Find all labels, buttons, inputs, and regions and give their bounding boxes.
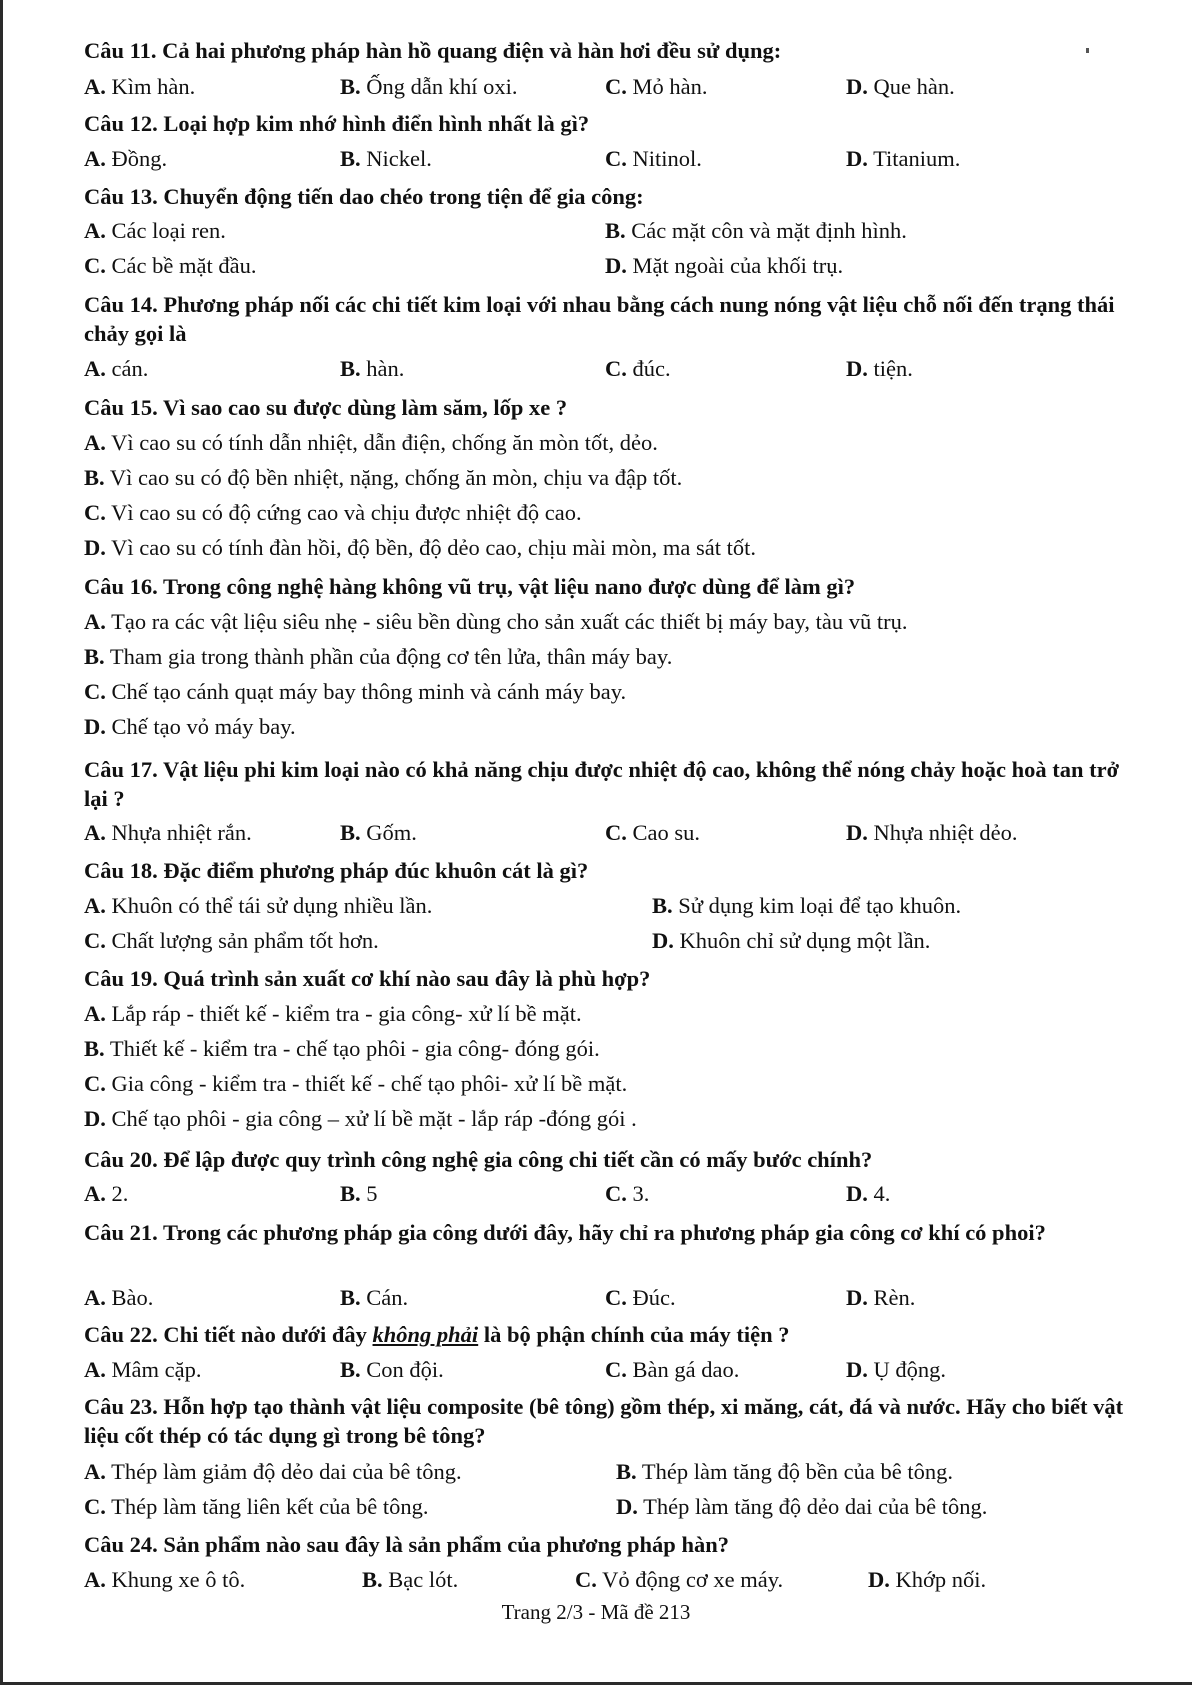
q24-option-d: D. Khớp nối. [868, 1567, 987, 1592]
q20-option-d: D. 4. [846, 1181, 891, 1206]
q21-option-d: D. Rèn. [846, 1285, 916, 1310]
q14-option-d: D. tiện. [846, 356, 913, 381]
q12-option-b: B. Nickel. [340, 146, 432, 171]
q11-option-d: D. Que hàn. [846, 74, 955, 99]
emphasis-not: không phải [372, 1322, 479, 1347]
q16-option-d: D. Chế tạo vỏ máy bay. [84, 714, 296, 739]
q22-option-a: A. Mâm cặp. [84, 1357, 202, 1382]
question-20: Câu 20. Để lập được quy trình công nghệ gia công chi tiết cần có mấy bước chính? [84, 1147, 873, 1172]
q17-option-a: A. Nhựa nhiệt rắn. [84, 820, 252, 845]
scan-edge-left [0, 0, 3, 1685]
question-18: Câu 18. Đặc điểm phương pháp đúc khuôn cát là gì? [84, 858, 589, 883]
q22-option-d: D. Ụ động. [846, 1357, 946, 1382]
q22-option-c: C. Bàn gá dao. [605, 1357, 740, 1382]
page-footer: Trang 2/3 - Mã đề 213 [501, 1600, 691, 1624]
question-17: Câu 17. Vật liệu phi kim loại nào có khả năng chịu được nhiệt độ cao, không thể nóng chảy hoặc hoà tan trở lại ? [84, 757, 1120, 811]
question-13: Câu 13. Chuyển động tiến dao chéo trong tiện để gia công: [84, 184, 644, 209]
q21-option-b: B. Cán. [340, 1285, 409, 1310]
q23-option-a: A. Thép làm giảm độ dẻo dai của bê tông. [84, 1459, 462, 1484]
question-15: Câu 15. Vì sao cao su được dùng làm săm, lốp xe ? [84, 395, 568, 420]
q17-option-c: C. Cao su. [605, 820, 700, 845]
q23-option-c: C. Thép làm tăng liên kết của bê tông. [84, 1494, 429, 1519]
q14-option-b: B. hàn. [340, 356, 405, 381]
q13-option-a: A. Các loại ren. [84, 218, 226, 243]
q16-option-b: B. Tham gia trong thành phần của động cơ tên lửa, thân máy bay. [84, 644, 673, 669]
question-22: Câu 22. Chi tiết nào dưới đây không phải là bộ phận chính của máy tiện ? [84, 1322, 790, 1347]
q22-option-b: B. Con đội. [340, 1357, 444, 1382]
q24-option-a: A. Khung xe ô tô. [84, 1567, 246, 1592]
question-19: Câu 19. Quá trình sản xuất cơ khí nào sau đây là phù hợp? [84, 966, 651, 991]
q17-option-b: B. Gốm. [340, 820, 417, 845]
q19-option-b: B. Thiết kế - kiểm tra - chế tạo phôi - gia công- đóng gói. [84, 1036, 600, 1061]
q11-option-b: B. Ống dẫn khí oxi. [340, 74, 518, 99]
q15-option-d: D. Vì cao su có tính đàn hồi, độ bền, độ dẻo cao, chịu mài mòn, ma sát tốt. [84, 535, 756, 560]
q19-option-a: A. Lắp ráp - thiết kế - kiểm tra - gia công- xử lí bề mặt. [84, 1001, 582, 1026]
q13-option-d: D. Mặt ngoài của khối trụ. [605, 253, 844, 278]
q16-option-a: A. Tạo ra các vật liệu siêu nhẹ - siêu bền dùng cho sản xuất các thiết bị máy bay, tàu vũ trụ. [84, 609, 908, 634]
q21-option-c: C. Đúc. [605, 1285, 676, 1310]
q12-option-d: D. Titanium. [846, 146, 961, 171]
question-11: Câu 11. Cả hai phương pháp hàn hồ quang điện và hàn hơi đều sử dụng: [84, 38, 782, 63]
q20-option-b: B. 5 [340, 1181, 378, 1206]
q17-option-d: D. Nhựa nhiệt dẻo. [846, 820, 1018, 845]
question-12: Câu 12. Loại hợp kim nhớ hình điển hình nhất là gì? [84, 111, 590, 136]
q15-option-b: B. Vì cao su có độ bền nhiệt, nặng, chống ăn mòn, chịu va đập tốt. [84, 465, 683, 490]
q12-option-a: A. Đồng. [84, 146, 168, 171]
q24-option-b: B. Bạc lót. [362, 1567, 459, 1592]
q15-option-c: C. Vì cao su có độ cứng cao và chịu được nhiệt độ cao. [84, 500, 582, 525]
question-23: Câu 23. Hỗn hợp tạo thành vật liệu composite (bê tông) gồm thép, xi măng, cát, đá và nước. Hãy cho biết vật liệu cốt thép có tác dụng gì trong bê tông? [84, 1394, 1124, 1448]
q23-option-b: B. Thép làm tăng độ bền của bê tông. [616, 1459, 954, 1484]
q20-option-c: C. 3. [605, 1181, 650, 1206]
q24-option-c: C. Vỏ động cơ xe máy. [575, 1567, 784, 1592]
q11-option-c: C. Mỏ hàn. [605, 74, 708, 99]
q14-option-a: A. cán. [84, 356, 149, 381]
q23-option-d: D. Thép làm tăng độ dẻo dai của bê tông. [616, 1494, 988, 1519]
q19-option-d: D. Chế tạo phôi - gia công – xử lí bề mặt - lắp ráp -đóng gói . [84, 1106, 637, 1131]
q11-option-a: A. Kìm hàn. [84, 74, 196, 99]
question-16: Câu 16. Trong công nghệ hàng không vũ trụ, vật liệu nano được dùng để làm gì? [84, 574, 856, 599]
q21-option-a: A. Bào. [84, 1285, 154, 1310]
q19-option-c: C. Gia công - kiểm tra - thiết kế - chế tạo phôi- xử lí bề mặt. [84, 1071, 628, 1096]
q14-option-c: C. đúc. [605, 356, 671, 381]
q18-option-c: C. Chất lượng sản phẩm tốt hơn. [84, 928, 379, 953]
question-21: Câu 21. Trong các phương pháp gia công dưới đây, hãy chỉ ra phương pháp gia công cơ khí có phoi? [84, 1220, 1046, 1245]
q13-option-c: C. Các bề mặt đầu. [84, 253, 257, 278]
question-24: Câu 24. Sản phẩm nào sau đây là sản phẩm của phương pháp hàn? [84, 1532, 729, 1557]
q18-option-d: D. Khuôn chỉ sử dụng một lần. [652, 928, 931, 953]
q13-option-b: B. Các mặt côn và mặt định hình. [605, 218, 907, 243]
q16-option-c: C. Chế tạo cánh quạt máy bay thông minh và cánh máy bay. [84, 679, 627, 704]
q18-option-a: A. Khuôn có thể tái sử dụng nhiều lần. [84, 893, 433, 918]
question-14: Câu 14. Phương pháp nối các chi tiết kim loại với nhau bằng cách nung nóng vật liệu chỗ nối đến trạng thái chảy gọi là [84, 292, 1115, 346]
q18-option-b: B. Sử dụng kim loại để tạo khuôn. [652, 893, 962, 918]
q20-option-a: A. 2. [84, 1181, 129, 1206]
q15-option-a: A. Vì cao su có tính dẫn nhiệt, dẫn điện, chống ăn mòn tốt, dẻo. [84, 430, 658, 455]
q12-option-c: C. Nitinol. [605, 146, 702, 171]
